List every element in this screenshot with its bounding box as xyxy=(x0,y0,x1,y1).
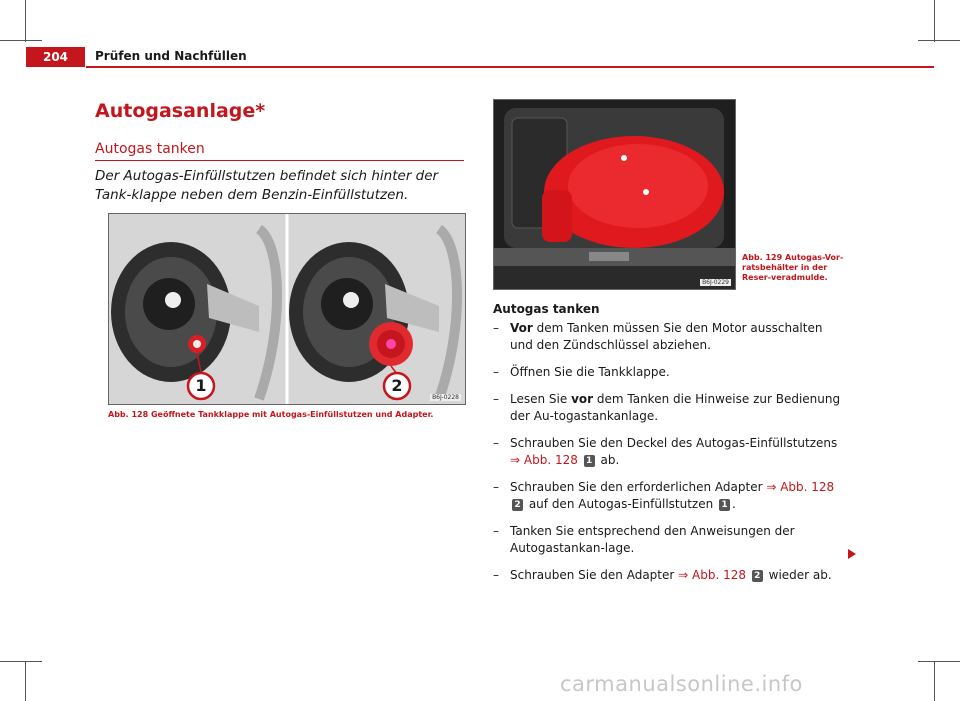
list-item: – Tanken Sie entsprechend den Anweisungen der Autogastankan-lage. xyxy=(493,524,795,555)
section-heading: Autogas tanken xyxy=(493,302,600,316)
callout-1: 1 xyxy=(195,376,207,395)
fuel-flap-illustration xyxy=(109,214,465,404)
crop-mark xyxy=(0,40,42,41)
figure-code: B6J-0228 xyxy=(432,394,459,401)
figure-link[interactable]: ⇒ Abb. 128 xyxy=(678,568,746,582)
figure-code: B6J-0229 xyxy=(702,279,729,286)
page-number: 204 xyxy=(26,47,85,67)
crop-mark xyxy=(918,40,960,41)
list-item: – Schrauben Sie den Deckel des Autogas-Einfüllstutzens ⇒ Abb. 128 1 ab. xyxy=(493,436,838,467)
callout-badge: 1 xyxy=(584,455,595,467)
callout-2: 2 xyxy=(391,376,403,395)
step-list xyxy=(493,320,848,594)
crop-mark xyxy=(918,661,960,662)
callout-badge: 2 xyxy=(752,570,763,582)
crop-mark xyxy=(25,661,26,701)
intro-text: Der Autogas-Einfüllstutzen befindet sich hinter der Tank-klappe neben dem Benzin-Einfüllstutzen. xyxy=(95,168,439,203)
list-item: – Schrauben Sie den erforderlichen Adapter ⇒ Abb. 128 2 auf den Autogas-Einfüllstutzen 1 . xyxy=(493,480,835,511)
callout-badge: 1 xyxy=(719,499,730,511)
crop-mark xyxy=(25,0,26,42)
list-item: – Vor dem Tanken müssen Sie den Motor ausschalten und den Zündschlüssel abziehen. xyxy=(493,321,823,352)
figure-link[interactable]: ⇒ Abb. 128 xyxy=(510,453,578,467)
lpg-tank-illustration xyxy=(494,100,735,289)
list-item: – Schrauben Sie den Adapter ⇒ Abb. 128 2 wieder ab. xyxy=(493,568,832,582)
section-title: Autogasanlage* xyxy=(95,100,266,122)
figure-caption: Abb. 129 Autogas-Vor-ratsbehälter in der Reser-veradmulde. xyxy=(742,253,844,282)
figure-link[interactable]: ⇒ Abb. 128 xyxy=(766,480,835,494)
header-rule xyxy=(86,66,934,68)
subsection-title: Autogas tanken xyxy=(95,141,205,157)
continue-arrow-icon xyxy=(848,549,856,559)
crop-mark xyxy=(0,661,42,662)
crop-mark xyxy=(934,661,935,701)
list-item: – Öffnen Sie die Tankklappe. xyxy=(493,365,670,379)
figure-fuel-flap xyxy=(108,213,466,405)
watermark: carmanualsonline.info xyxy=(560,672,803,696)
subsection-rule xyxy=(95,160,464,161)
figure-caption: Abb. 128 Geöffnete Tankklappe mit Autogas-Einfüllstutzen und Adapter. xyxy=(108,410,434,419)
crop-mark xyxy=(934,0,935,42)
list-item: – Lesen Sie vor dem Tanken die Hinweise zur Bedienung der Au-togastankanlage. xyxy=(493,392,841,423)
running-title: Prüfen und Nachfüllen xyxy=(95,49,247,63)
figure-lpg-tank xyxy=(493,99,736,290)
callout-badge: 2 xyxy=(512,499,523,511)
